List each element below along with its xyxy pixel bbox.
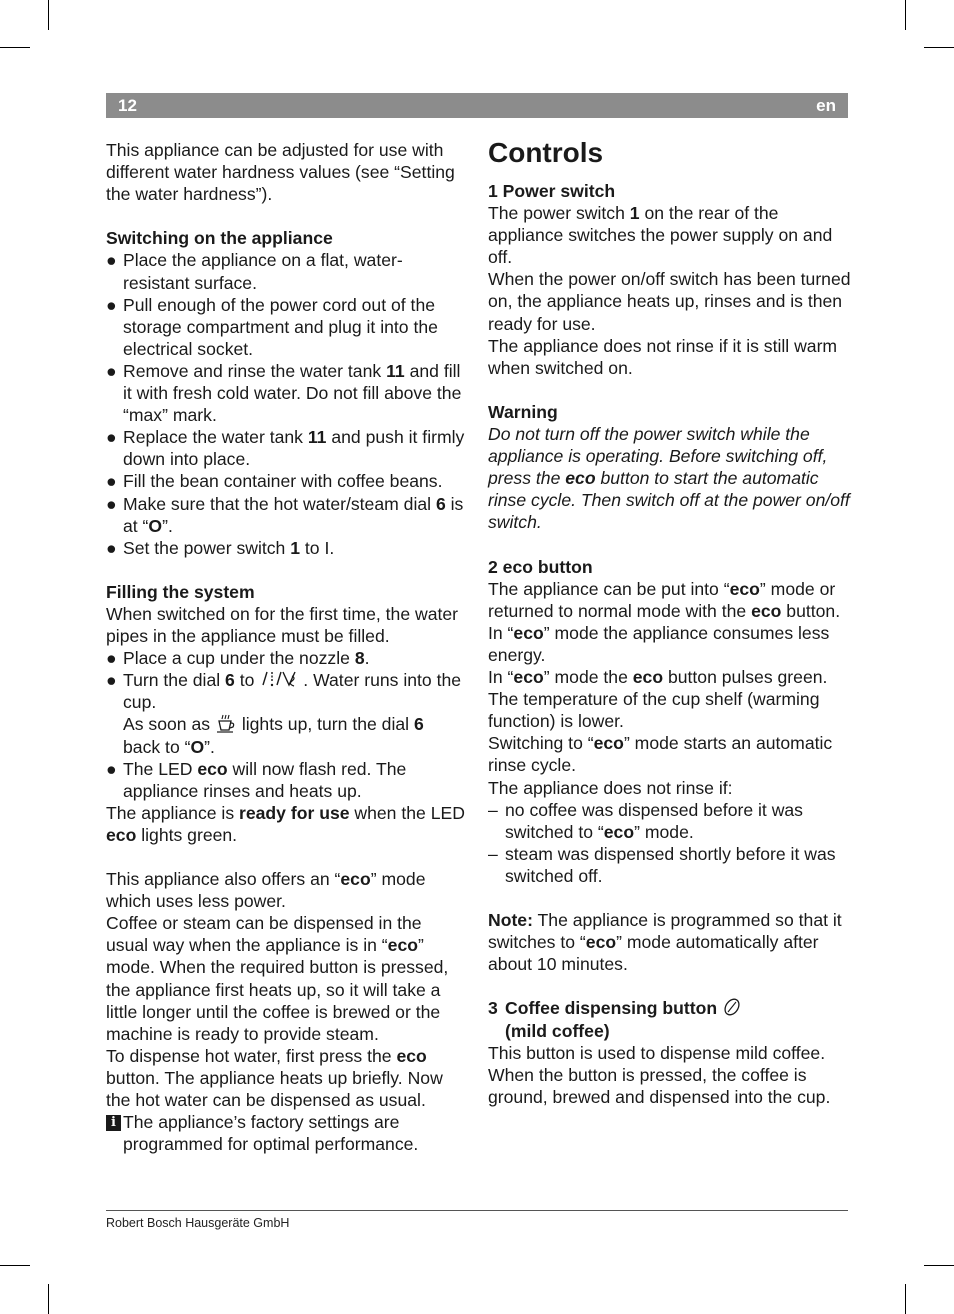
- dispense-paragraph: Coffee or steam can be dispensed in the usual way when the appliance is in “eco” mode. When the required button is pressed, the appliance first heats up, so it will take a little longer until the coffee is brewed or the machine is ready to provide steam.: [106, 913, 449, 1044]
- list-item: ● Set the power switch 1 to I.: [106, 537, 335, 558]
- right-column: [488, 139, 852, 1108]
- list-item: ● Fill the bean container with coffee beans.: [106, 471, 443, 492]
- coffee-button-text: This button is used to dispense mild coffee. When the button is pressed, the coffee is ground, brewed and dispensed into the cup.: [488, 1042, 831, 1107]
- mild-coffee-bean-icon: [722, 997, 742, 1017]
- eco-text-5: Switching to “eco” mode starts an automatic rinse cycle.: [488, 733, 833, 776]
- list-item: – no coffee was dispensed before it was switched to “eco” mode.: [488, 799, 803, 842]
- list-item: ● Remove and rinse the water tank 11 and fill it with fresh cold water. Do not fill above the “max” mark.: [106, 360, 462, 426]
- hot-water-steam-icon: [259, 669, 303, 689]
- crop-mark: [48, 0, 49, 30]
- page-header: [106, 93, 848, 118]
- intro-paragraph: This appliance can be adjusted for use with different water hardness values (see “Setting the water hardness”).: [106, 140, 455, 205]
- left-column: [106, 139, 468, 1155]
- crop-mark: [0, 1265, 30, 1266]
- eco-text-4: The temperature of the cup shelf (warming function) is lower.: [488, 689, 820, 732]
- language-code: en: [816, 95, 836, 115]
- list-item: ● Place a cup under the nozzle 8.: [106, 648, 370, 669]
- eco-text-3: In “eco” mode the eco button pulses green.: [488, 667, 828, 688]
- list-item: ● Pull enough of the power cord out of the storage compartment and plug it into the electrical socket.: [106, 294, 438, 359]
- power-text-1: The power switch 1 on the rear of the appliance switches the power supply on and off.: [488, 203, 833, 268]
- list-item: ● Turn the dial 6 to . Water runs into the cup. As soon as lights up, turn the dial 6 back to “O”.: [106, 670, 462, 757]
- eco-button-heading: 2 eco button: [488, 556, 593, 577]
- footer-company: Robert Bosch Hausgeräte GmbH: [106, 1216, 290, 1230]
- eco-mode-paragraph: This appliance also offers an “eco” mode which uses less power.: [106, 869, 426, 912]
- coffee-button-heading: 3 Coffee dispensing button (mild coffee): [488, 997, 852, 1041]
- crop-mark: [905, 1284, 906, 1314]
- warning-text: Do not turn off the power switch while the appliance is operating. Before switching off, press the eco button to start the automatic rinse cycle. Then switch off at the power on/off switch.: [488, 424, 850, 533]
- hot-water-paragraph: To dispense hot water, first press the eco button. The appliance heats up briefly. Now the hot water can be dispensed as usual.: [106, 1045, 443, 1111]
- info-icon: i: [106, 1115, 121, 1131]
- list-item: ● Place the appliance on a flat, water-resistant surface.: [106, 250, 403, 293]
- eco-text-2: In “eco” mode the appliance consumes less energy.: [488, 622, 830, 665]
- switching-on-heading: Switching on the appliance: [106, 228, 333, 249]
- warning-heading: Warning: [488, 401, 558, 422]
- footer-divider: [106, 1210, 848, 1211]
- eco-text-1: The appliance can be put into “eco” mode or returned to normal mode with the eco button.: [488, 578, 841, 621]
- page-title: Controls: [488, 137, 604, 168]
- power-switch-heading: 1 Power switch: [488, 181, 616, 201]
- list-item: – steam was dispensed shortly before it was switched off.: [488, 843, 836, 886]
- crop-mark: [48, 1284, 49, 1314]
- power-text-3: The appliance does not rinse if it is still warm when switched on.: [488, 335, 838, 378]
- crop-mark: [924, 47, 954, 48]
- crop-mark: [0, 47, 30, 48]
- list-item: ● The LED eco will now flash red. The appliance rinses and heats up.: [106, 758, 407, 801]
- info-note: i The appliance’s factory settings are programmed for optimal performance.: [106, 1111, 468, 1155]
- crop-mark: [924, 1265, 954, 1266]
- crop-mark: [905, 0, 906, 30]
- note-paragraph: Note: The appliance is programmed so that it switches to “eco” mode automatically after about 10 minutes.: [488, 910, 842, 975]
- page-number: 12: [118, 95, 137, 115]
- power-text-2: When the power on/off switch has been turned on, the appliance heats up, rinses and is then ready for use.: [488, 269, 851, 334]
- filling-heading: Filling the system: [106, 581, 255, 602]
- list-item: ● Replace the water tank 11 and push it firmly down into place.: [106, 427, 465, 470]
- eco-text-6: The appliance does not rinse if:: [488, 777, 733, 798]
- cup-icon: [215, 713, 237, 733]
- filling-text: When switched on for the first time, the water pipes in the appliance must be filled.: [106, 603, 459, 647]
- ready-paragraph: The appliance is ready for use when the LED eco lights green.: [106, 802, 465, 845]
- list-item: ● Make sure that the hot water/steam dial 6 is at “O”.: [106, 493, 464, 536]
